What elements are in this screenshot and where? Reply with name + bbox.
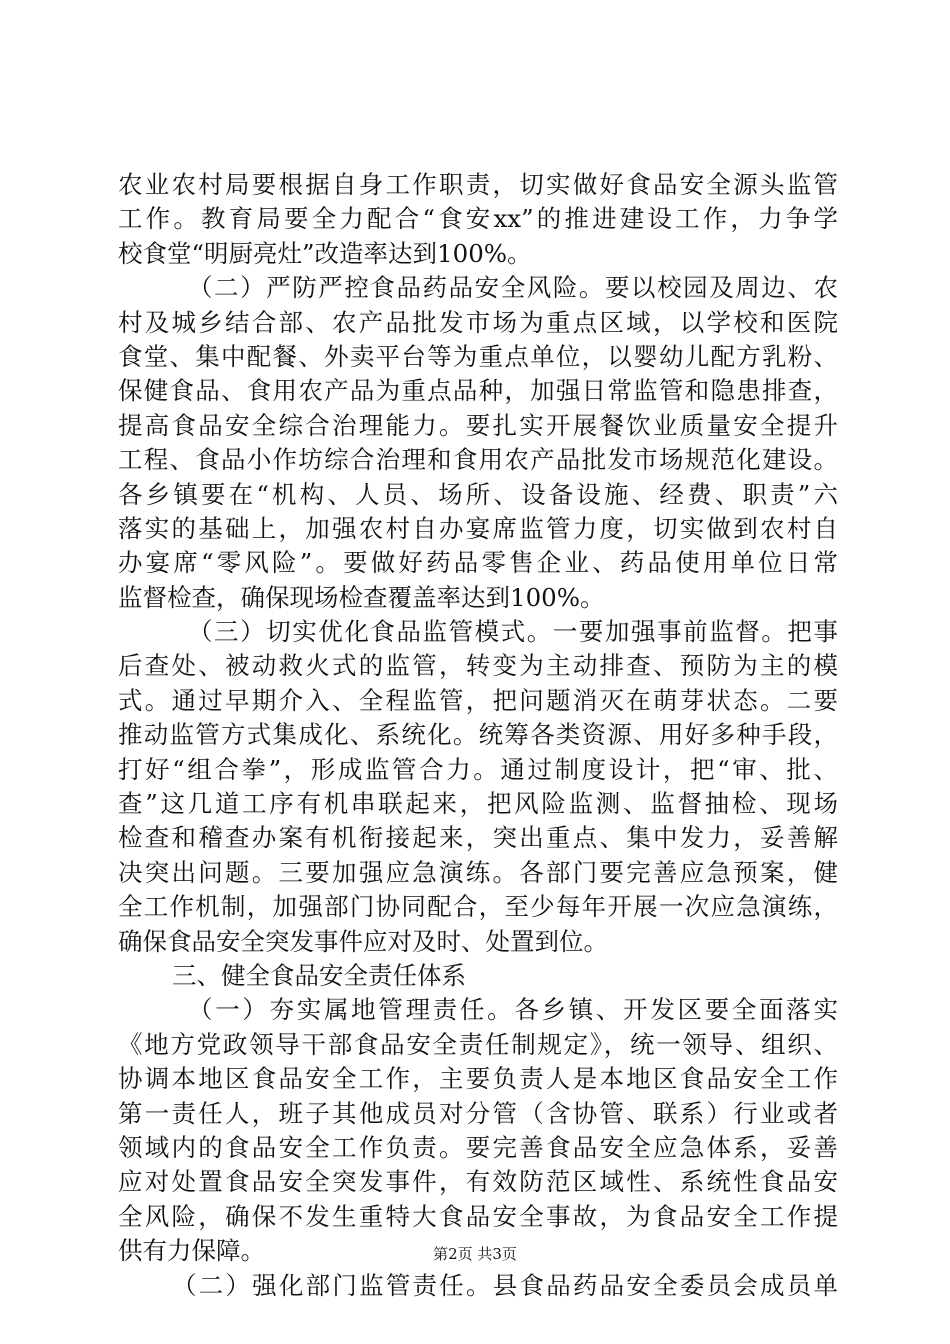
text-line: 第一责任人，班子其他成员对分管（含协管、联系）行业或者 [118, 1098, 838, 1128]
document-body [118, 168, 838, 1303]
text-line: 食堂、集中配餐、外卖平台等为重点单位，以婴幼儿配方乳粉、 [118, 341, 838, 371]
text-line: 确保食品安全突发事件应对及时、处置到位。 [118, 926, 608, 956]
text-line: 全工作机制，加强部门协同配合，至少每年开展一次应急演练， [118, 892, 838, 922]
text-line: 式。通过早期介入、全程监管，把问题消灭在萌芽状态。二要 [118, 685, 838, 715]
page-indicator: 第2页 共3页 [433, 1245, 517, 1263]
text-line: 农业农村局要根据自身工作职责，切实做好食品安全源头监管 [118, 170, 838, 199]
paragraph-start-line: （二）强化部门监管责任。县食品药品安全委员会成员单 [172, 1270, 838, 1300]
text-line: 村及城乡结合部、农产品批发市场为重点区域，以学校和医院 [118, 307, 838, 337]
paragraph-start-line: （三）切实优化食品监管模式。一要加强事前监督。把事 [188, 617, 838, 647]
paragraph-start-line: （二）严防严控食品药品安全风险。要以校园及周边、农 [188, 273, 838, 303]
text-line: 提高食品安全综合治理能力。要扎实开展餐饮业质量安全提升 [118, 410, 838, 440]
text-line: 工作。教育局要全力配合“食安xx”的推进建设工作，力争学 [118, 204, 838, 234]
section-heading: 三、健全食品安全责任体系 [172, 960, 466, 990]
text-line: 全风险，确保不发生重特大食品安全事故，为食品安全工作提 [118, 1201, 838, 1231]
text-line: 供有力保障。 [118, 1236, 265, 1266]
text-line: 推动监管方式集成化、系统化。统筹各类资源、用好多种手段， [118, 720, 838, 750]
text-line: 落实的基础上，加强农村自办宴席监管力度，切实做到农村自 [118, 513, 838, 543]
paragraph-start-line: （一）夯实属地管理责任。各乡镇、开发区要全面落实 [188, 995, 838, 1025]
text-line: 后查处、被动救火式的监管，转变为主动排查、预防为主的模 [118, 651, 838, 681]
text-line: 《地方党政领导干部食品安全责任制规定》，统一领导、组织、 [118, 1029, 838, 1059]
text-line: 办宴席“零风险”。要做好药品零售企业、药品使用单位日常 [118, 548, 838, 578]
text-line: 应对处置食品安全突发事件，有效防范区域性、系统性食品安 [118, 1167, 838, 1197]
text-line: 检查和稽查办案有机衔接起来，突出重点、集中发力，妥善解 [118, 823, 838, 853]
text-line: 打好“组合拳”，形成监管合力。通过制度设计，把“审、批、 [118, 754, 838, 784]
text-line: 领域内的食品安全工作负责。要完善食品安全应急体系，妥善 [118, 1132, 838, 1162]
text-line: 决突出问题。三要加强应急演练。各部门要完善应急预案，健 [118, 857, 838, 887]
text-line: 工程、食品小作坊综合治理和食用农产品批发市场规范化建设。 [118, 445, 838, 475]
text-line: 保健食品、食用农产品为重点品种，加强日常监管和隐患排查， [118, 376, 838, 406]
text-line: 监督检查，确保现场检查覆盖率达到100%。 [118, 582, 605, 612]
text-line: 查”这几道工序有机串联起来，把风险监测、监督抽检、现场 [118, 789, 838, 819]
text-line: 各乡镇要在“机构、人员、场所、设备设施、经费、职责”六 [118, 479, 838, 509]
text-line: 校食堂“明厨亮灶”改造率达到100%。 [118, 238, 532, 268]
text-line: 协调本地区食品安全工作，主要负责人是本地区食品安全工作 [118, 1064, 838, 1094]
